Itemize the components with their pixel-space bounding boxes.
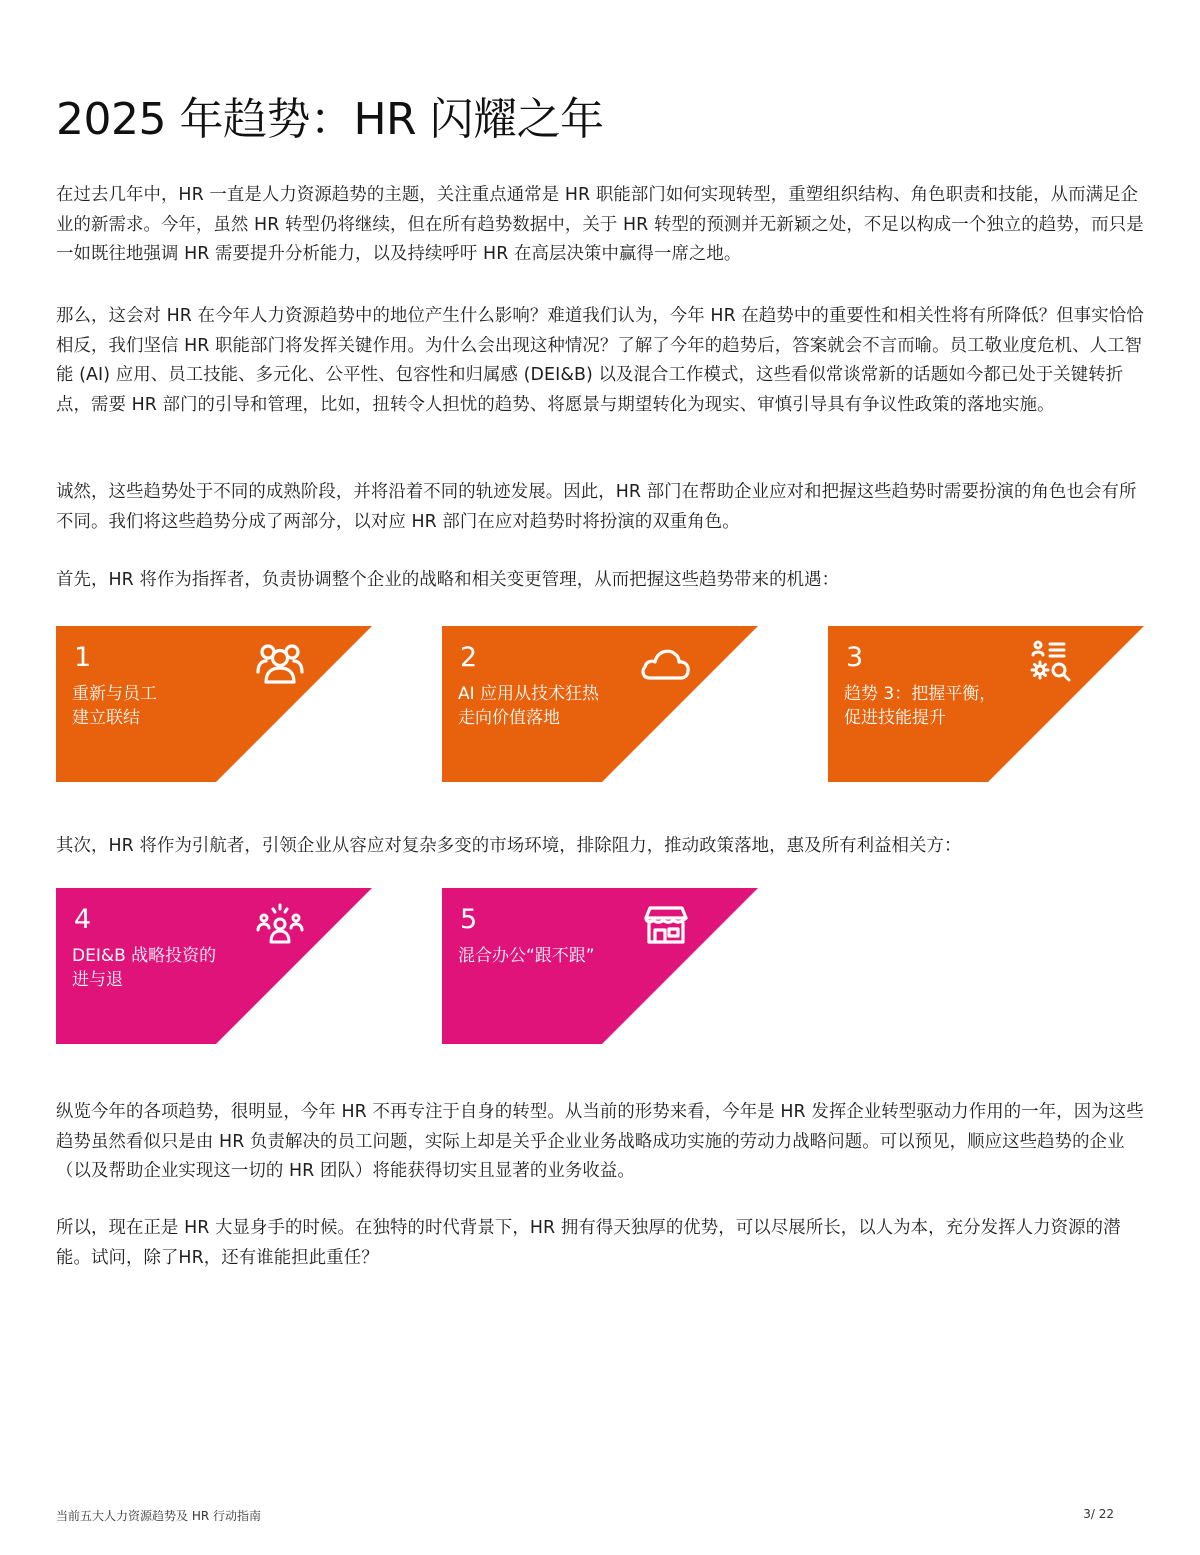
intro-paragraph: 在过去几年中，HR 一直是人力资源趋势的主题，关注重点通常是 HR 职能部门如何实现转型，重塑组织结构、角色职责和技能，从而满足企业的新需求。今年，虽然 HR 转型仍将继续，但在所有趋势数据中，关于 HR 转型的预测并无新颖之处，不足以构成一个独立的趋势，而只是一如既往地强调 HR 需要提升分析能力，以及持续呼吁 HR 在高层决策中赢得一席之地。 — [56, 185, 1144, 264]
trend-number: 3 — [846, 642, 864, 673]
trend-card-4[interactable] — [56, 888, 372, 1044]
conductor-intro-paragraph: 首先，HR 将作为指挥者，负责协调整个企业的战略和相关变更管理，从而把握这些趋势带来的机遇： — [56, 570, 840, 590]
trend-number: 1 — [74, 642, 92, 673]
navigator-intro-paragraph: 其次，HR 将作为引航者，引领企业从容应对复杂多变的市场环境，排除阻力，推动政策落地，惠及所有利益相关方： — [56, 836, 962, 856]
trend-number: 4 — [74, 904, 92, 935]
footer-document-title: 当前五大人力资源趋势及 HR 行动指南 — [56, 1509, 261, 1523]
trend-card-2[interactable] — [442, 626, 758, 782]
page-title: 2025 年趋势：HR 闪耀之年 — [56, 94, 604, 145]
trend-card-3[interactable] — [828, 626, 1144, 782]
overview-paragraph: 纵览今年的各项趋势，很明显，今年 HR 不再专注于自身的转型。从当前的形势来看，今年是 HR 发挥企业转型驱动力作用的一年，因为这些趋势虽然看似只是由 HR 负责解决的员工问题，实际上却是关乎企业业务战略成功实施的劳动力战略问题。可以预见，顺应这些趋势的企业（以及帮助企业实现这一切的 HR 团队）将能获得切实且显著的业务收益。 — [56, 1102, 1144, 1181]
trend-label: AI 应用从技术狂热 走向价值落地 — [458, 684, 600, 728]
skills-checklist-icon — [1024, 638, 1080, 686]
closing-paragraph: 所以，现在正是 HR 大显身手的时候。在独特的时代背景下，HR 拥有得天独厚的优势，可以尽展所长，以人为本，充分发挥人力资源的潜能。试问，除了HR，还有谁能担此重任？ — [56, 1218, 1121, 1268]
trend-label: 重新与员工 建立联结 — [72, 684, 157, 728]
trend-label: 混合办公“跟不跟” — [458, 946, 595, 966]
trend-number: 2 — [460, 642, 478, 673]
page-number: 3/ 22 — [1083, 1507, 1114, 1521]
maturity-paragraph: 诚然，这些趋势处于不同的成熟阶段，并将沿着不同的轨迹发展。因此，HR 部门在帮助企业应对和把握这些趋势时需要扮演的角色也会有所不同。我们将这些趋势分成了两部分，以对应 HR 部门在应对趋势时将扮演的双重角色。 — [56, 482, 1137, 532]
trend-card-5[interactable] — [442, 888, 758, 1044]
people-group-icon — [252, 638, 308, 686]
storefront-icon — [638, 900, 694, 948]
trend-label: DEI&B 战略投资的 进与退 — [72, 946, 217, 990]
impact-paragraph: 那么，这会对 HR 在今年人力资源趋势中的地位产生什么影响？难道我们认为，今年 HR 在趋势中的重要性和相关性将有所降低？但事实恰恰相反，我们坚信 HR 职能部门将发挥关键作用。为什么会出现这种情况？了解了今年的趋势后，答案就会不言而喻。员工敬业度危机、人工智能 (AI) 应用、员工技能、多元化、公平性、包容性和归属感 (DEI&B) 以及混合工作模式，这些看似常谈常新的话题如今都已处于关键转折点，需要 HR 部门的引导和管理，比如，扭转令人担忧的趋势、将愿景与期望转化为现实、审慎引导具有争议性政策的落地实施。 — [56, 306, 1144, 415]
cloud-icon — [638, 638, 694, 686]
trend-card-1[interactable] — [56, 626, 372, 782]
trend-label: 趋势 3：把握平衡， 促进技能提升 — [844, 684, 997, 728]
trend-number: 5 — [460, 904, 478, 935]
inclusion-people-icon — [252, 900, 308, 948]
